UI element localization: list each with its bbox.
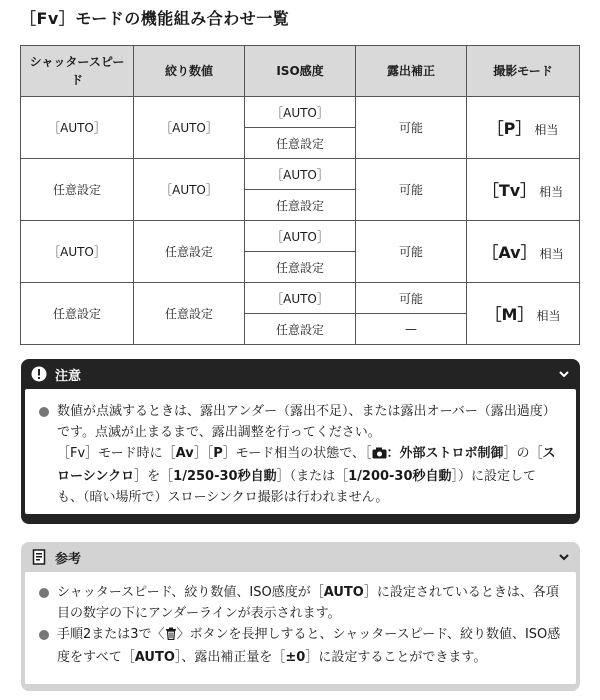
list-item (39, 624, 562, 668)
header-shutter-speed: シャッタースピード (21, 46, 134, 97)
cell-mode (467, 159, 580, 221)
cell-aperture: 任意設定 (134, 221, 245, 283)
table-header-row (21, 46, 580, 97)
cell-shutter: ［AUTO］ (21, 221, 134, 283)
reference-title: 参考 (55, 551, 82, 567)
cell-iso-auto: ［AUTO］ (245, 159, 356, 190)
reference-panel (21, 542, 580, 691)
table-row (21, 97, 580, 128)
caution-text-1: 数値が点滅するときは、露出アンダー（露出不足）、または露出オーバー（露出過度）です。点滅が止まるまで、露出調整を行ってください。 (57, 404, 556, 440)
note-icon (31, 549, 47, 565)
cell-exposure: 可能 (356, 97, 467, 159)
mode-lead: ［P］ (487, 119, 532, 138)
mode-lead: ［M］ (485, 305, 534, 324)
text-run: P (213, 446, 223, 461)
text-run: Av (175, 446, 194, 461)
mode-suffix: 相当 (534, 123, 559, 137)
bullet-dot-icon (39, 630, 49, 640)
mode-lead: ［Av］ (482, 243, 537, 262)
page-title: ［Fv］モードの機能組み合わせ一覧 (20, 9, 290, 28)
cell-aperture: 任意設定 (134, 283, 245, 345)
text-run: スローシンクロ (57, 446, 556, 484)
cell-iso-manual: 任意設定 (245, 314, 356, 345)
cell-iso-auto: ［AUTO］ (245, 97, 356, 128)
header-exposure-comp: 露出補正 (356, 46, 467, 97)
cell-shutter: 任意設定 (21, 283, 134, 345)
bullet-dot-icon (39, 588, 49, 598)
text-run: シャッタースピード、絞り数値、ISO感度が［ (57, 585, 324, 600)
table-row (21, 283, 580, 314)
cell-aperture: ［AUTO］ (134, 97, 245, 159)
reference-text-2 (57, 624, 562, 668)
cell-aperture: ［AUTO］ (134, 159, 245, 221)
chevron-down-icon[interactable] (558, 551, 570, 563)
text-run: AUTO (323, 585, 364, 600)
text-run: ］を［ (134, 469, 174, 484)
text-run: 1/200-30秒自動 (348, 469, 452, 484)
text-run: ：外部ストロボ制御 (386, 446, 504, 461)
text-run: 〉ボタンを長押しすると、シャッタースピード、絞り数値、ISO感度をすべて［ (57, 627, 561, 665)
caution-body (25, 389, 576, 514)
header-iso: ISO感度 (245, 46, 356, 97)
header-aperture: 絞り数値 (134, 46, 245, 97)
list-item (39, 401, 562, 443)
header-shooting-mode: 撮影モード (467, 46, 580, 97)
cell-iso-auto: ［AUTO］ (245, 283, 356, 314)
cell-mode (467, 283, 580, 345)
text-run: ］に設定されているときは、各項目の数字の下にアンダーラインが表示されます。 (57, 585, 559, 621)
cell-iso-auto: ［AUTO］ (245, 221, 356, 252)
text-run: ［Fv］モード時に［ (57, 446, 176, 461)
text-run: ］、露出補正量を［ (174, 650, 286, 665)
text-run: ］の［ (503, 446, 543, 461)
caution-panel (21, 359, 580, 524)
cell-exposure-manual: — (356, 314, 467, 345)
cell-mode (467, 221, 580, 283)
list-item (39, 582, 562, 624)
cell-exposure: 可能 (356, 221, 467, 283)
cell-shutter: ［AUTO］ (21, 97, 134, 159)
table-row (21, 159, 580, 190)
text-run: 1/250-30秒自動 (173, 469, 277, 484)
reference-text-1 (57, 582, 562, 624)
caution-text-2 (39, 443, 562, 508)
bullet-dot-icon (39, 407, 49, 417)
cell-exposure: 可能 (356, 159, 467, 221)
chevron-down-icon[interactable] (558, 368, 570, 380)
table-row (21, 221, 580, 252)
cell-iso-manual: 任意設定 (245, 190, 356, 221)
mode-suffix: 相当 (539, 185, 564, 199)
text-run: AUTO (134, 650, 175, 665)
trash-icon (165, 626, 177, 647)
text-run: ±0 (285, 650, 306, 665)
text-run: ］に設定することができます。 (305, 650, 487, 665)
cell-exposure-auto: 可能 (356, 283, 467, 314)
cell-iso-manual: 任意設定 (245, 128, 356, 159)
reference-header[interactable] (25, 542, 576, 572)
reference-body (25, 572, 576, 684)
caution-title: 注意 (55, 368, 82, 384)
cell-mode (467, 97, 580, 159)
warning-icon (31, 366, 47, 382)
mode-lead: ［Tv］ (482, 181, 537, 200)
text-run: ］モード相当の状態で、［ (222, 446, 372, 461)
mode-combination-table (20, 45, 580, 345)
text-run: ］［ (193, 446, 214, 461)
mode-suffix: 相当 (536, 309, 561, 323)
mode-suffix: 相当 (539, 247, 564, 261)
text-run: ］）に設定しても、（暗い場所で）スローシンクロ撮影は行われません。 (57, 469, 537, 505)
text-run: 手順2または3で〈 (57, 627, 165, 642)
text-run: ］（または［ (276, 469, 349, 484)
caution-header[interactable] (25, 359, 576, 389)
cell-iso-manual: 任意設定 (245, 252, 356, 283)
camera-icon (372, 445, 387, 466)
cell-shutter: 任意設定 (21, 159, 134, 221)
